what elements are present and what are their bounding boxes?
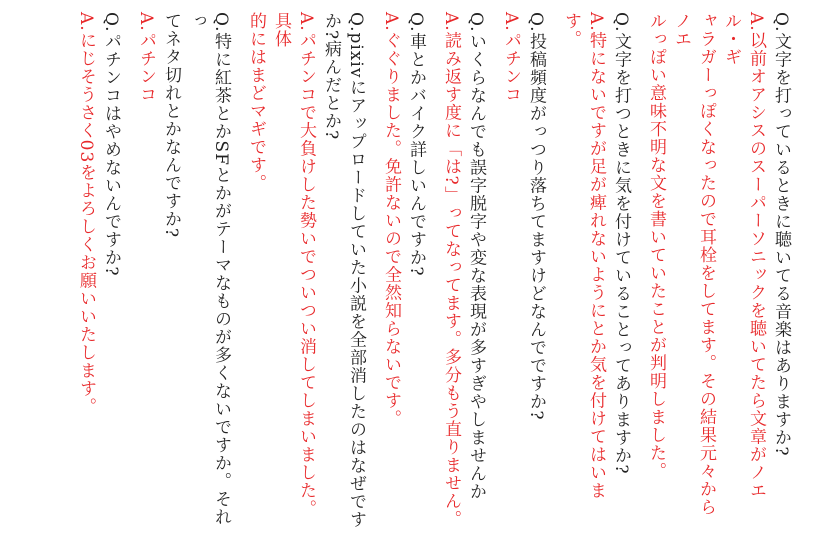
spacer xyxy=(123,12,133,531)
answer-vehicles: A.ぐぐりました。免許ないので全然知らないです。 xyxy=(381,12,401,428)
answer-music-line-1: A.以前オアシスのスーパーソニックを聴いてたら文章がノエル・ギ xyxy=(721,12,766,500)
answer-typos: A.読み返す度に「は?」ってなってます。多分もう直りません。 xyxy=(441,12,461,528)
question-vehicles: Q.車とかバイク詳しいんですか? xyxy=(406,12,426,277)
qa-item-typos xyxy=(438,12,488,531)
spacer xyxy=(548,12,558,531)
question-care: Q.文字を打つときに気を付けていることってありますか? xyxy=(611,12,631,475)
answer-quit: A.にじそうさく03をよろしくお願いいたします。 xyxy=(76,12,96,416)
qa-item-pixiv xyxy=(243,12,368,531)
answer-music-line-3: ルっぽい意味不明な文を書いていたことが判明しました。 xyxy=(646,12,666,480)
spacer xyxy=(633,12,643,531)
qa-item-quit xyxy=(73,12,123,531)
qa-item-frequency xyxy=(498,12,548,531)
qa-item-music xyxy=(643,12,793,531)
question-themes-line-2: てネタ切れとかなんですか? xyxy=(161,12,181,239)
answer-pixiv-line-1: A.パチンコで大負けした勢いでついつい消してしまいました。具体 xyxy=(271,12,316,518)
answer-pixiv-line-2: 的にはまどマギです。 xyxy=(246,12,266,192)
question-themes-line-1: Q.特に紅茶とかSFとかがテーマなものが多くないですか。それっ xyxy=(186,12,231,526)
answer-frequency: A.パチンコ xyxy=(501,12,521,104)
answer-themes: A.パチンコ xyxy=(136,12,156,104)
spacer xyxy=(488,12,498,531)
question-pixiv-line-1: Q.pixivにアップロードしていた小説を全部消したのはなぜです xyxy=(346,12,366,529)
qa-item-vehicles xyxy=(378,12,428,531)
question-music: Q.文字を打っているときに聴いてる音楽はありますか? xyxy=(771,12,791,457)
question-typos: Q.いくらなんでも誤字脱字や変な表現が多すぎやしませんか xyxy=(466,12,486,501)
spacer xyxy=(368,12,378,531)
question-frequency: Q.投稿頻度がっつり落ちてますけどなんでですか? xyxy=(526,12,546,421)
qa-item-care xyxy=(558,12,633,531)
spacer xyxy=(233,12,243,531)
answer-care: A.特にないですが足が痺れないようにとか気を付けてはいます。 xyxy=(561,12,606,500)
question-quit: Q.パチンコはやめないんですか? xyxy=(101,12,121,277)
spacer xyxy=(428,12,438,531)
qa-item-themes xyxy=(133,12,233,531)
question-pixiv-line-2: か?病んだとか? xyxy=(321,12,341,141)
answer-music-line-2: ャラガーっぽくなったので耳栓をしてます。その結果元々からノエ xyxy=(671,12,716,516)
